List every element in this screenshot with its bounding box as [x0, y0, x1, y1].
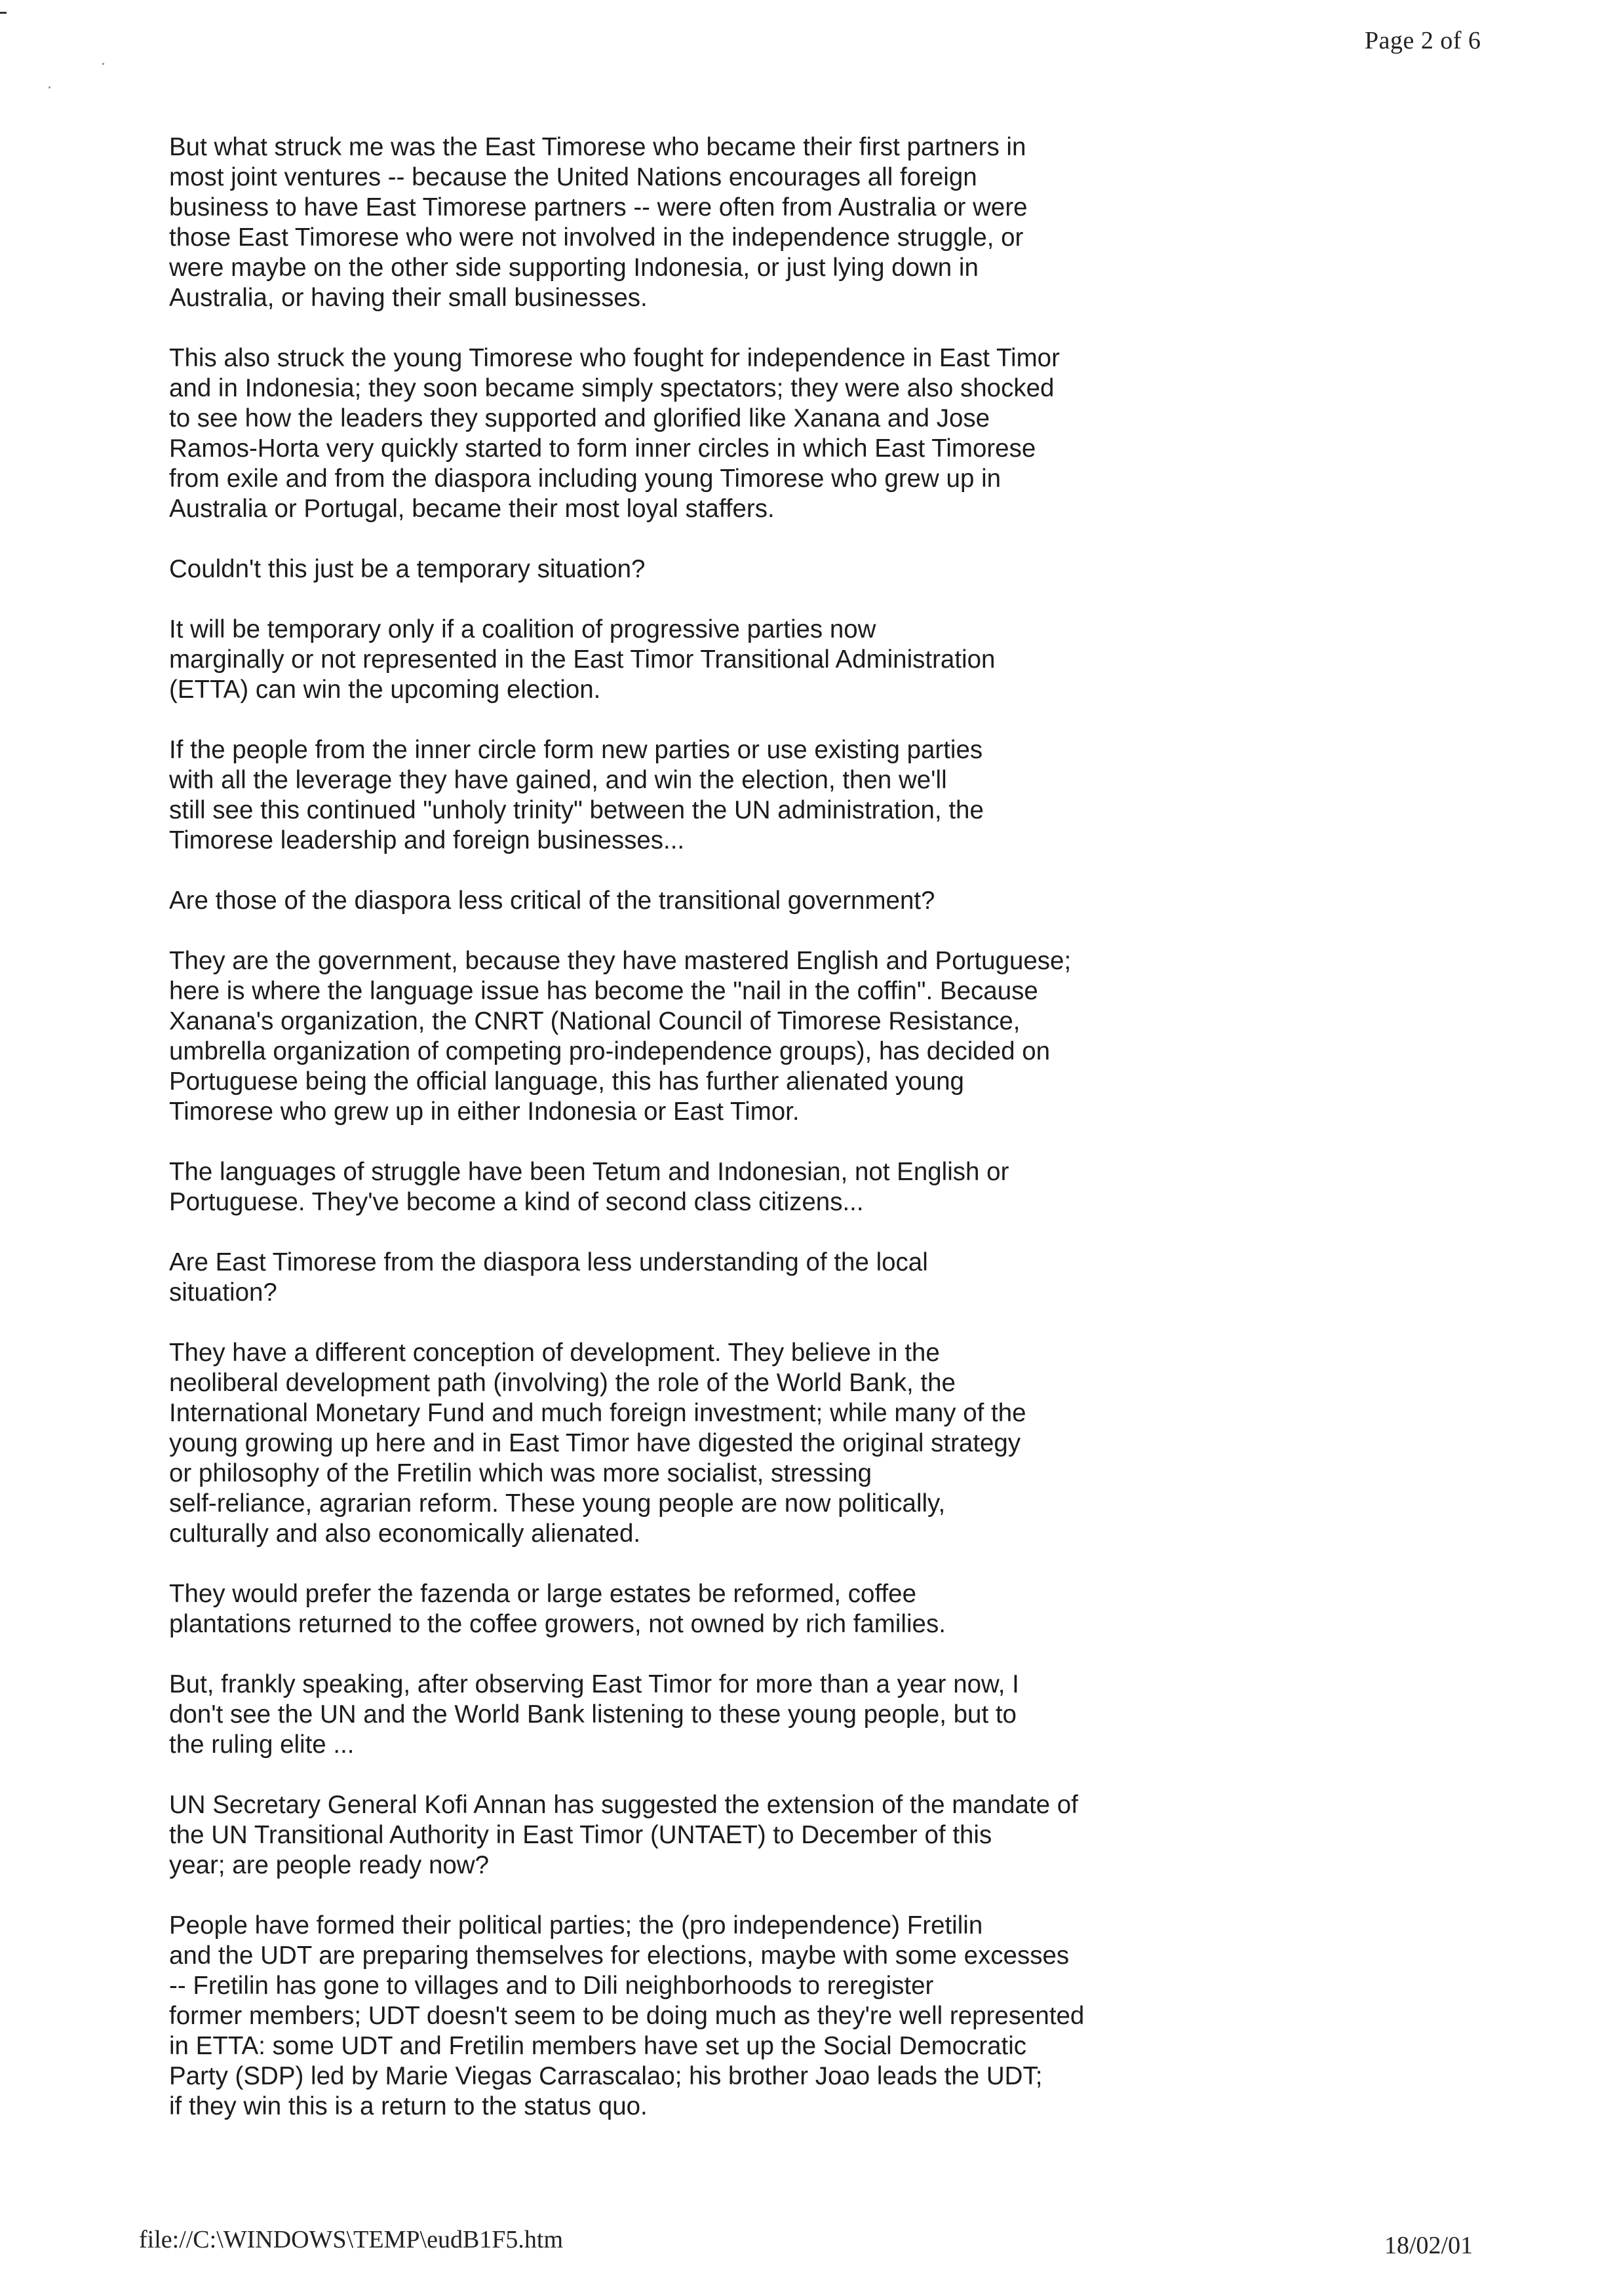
text-line: here is where the language issue has become the "nail in the coffin". Because	[169, 977, 1038, 1005]
text-line: But, frankly speaking, after observing East Timor for more than a year now, I	[169, 1670, 1019, 1698]
text-line: with all the leverage they have gained, and win the election, then we'll	[169, 766, 947, 794]
text-line: The languages of struggle have been Tetum and Indonesian, not English or	[169, 1158, 1009, 1186]
text-line: business to have East Timorese partners -- were often from Australia or were	[169, 193, 1028, 221]
text-line: marginally or not represented in the East Timor Transitional Administration	[169, 645, 996, 674]
text-line: This also struck the young Timorese who fought for independence in East Timor	[169, 344, 1060, 372]
text-line: neoliberal development path (involving) the role of the World Bank, the	[169, 1369, 956, 1397]
footer-date: 18/02/01	[1384, 2232, 1473, 2259]
paragraph	[169, 615, 1192, 705]
text-line: People have formed their political parties; the (pro independence) Fretilin	[169, 1911, 983, 1940]
text-line: most joint ventures -- because the United Nations encourages all foreign	[169, 163, 977, 191]
text-line: situation?	[169, 1278, 277, 1307]
paragraph	[169, 735, 1192, 856]
paragraph	[169, 343, 1192, 524]
text-line: They would prefer the fazenda or large estates be reformed, coffee	[169, 1580, 916, 1608]
paragraph	[169, 1248, 1192, 1308]
text-line: Couldn't this just be a temporary situation?	[169, 555, 646, 583]
text-line: from exile and from the diaspora including young Timorese who grew up in	[169, 465, 1002, 493]
text-line: former members; UDT doesn't seem to be doing much as they're well represented	[169, 2002, 1085, 2030]
text-line: umbrella organization of competing pro-independence groups), has decided on	[169, 1037, 1051, 1065]
text-line: International Monetary Fund and much foreign investment; while many of the	[169, 1399, 1026, 1427]
page-number-label: Page 2 of 6	[1365, 27, 1481, 54]
text-line: those East Timorese who were not involved in the independence struggle, or	[169, 223, 1024, 252]
text-line: to see how the leaders they supported and glorified like Xanana and Jose	[169, 404, 990, 432]
text-line: Ramos-Horta very quickly started to form inner circles in which East Timorese	[169, 434, 1036, 463]
text-line: They have a different conception of development. They believe in the	[169, 1339, 940, 1367]
text-line: still see this continued "unholy trinity" between the UN administration, the	[169, 796, 984, 824]
text-line: Are East Timorese from the diaspora less understanding of the local	[169, 1248, 928, 1276]
text-line: year; are people ready now?	[169, 1851, 489, 1879]
article-body	[169, 132, 1192, 2152]
text-line: Party (SDP) led by Marie Viegas Carrascalao; his brother Joao leads the UDT;	[169, 2062, 1043, 2090]
text-line: were maybe on the other side supporting Indonesia, or just lying down in	[169, 254, 979, 282]
text-line: young growing up here and in East Timor have digested the original strategy	[169, 1429, 1021, 1457]
text-line: Australia or Portugal, became their most loyal staffers.	[169, 495, 775, 523]
paragraph	[169, 132, 1192, 313]
text-line: Australia, or having their small businesses.	[169, 284, 648, 312]
text-line: don't see the UN and the World Bank listening to these young people, but to	[169, 1700, 1017, 1729]
text-line: Timorese leadership and foreign businesses...	[169, 826, 685, 854]
text-line: If the people from the inner circle form new parties or use existing parties	[169, 736, 983, 764]
text-line: self-reliance, agrarian reform. These young people are now politically,	[169, 1489, 946, 1518]
text-line: UN Secretary General Kofi Annan has suggested the extension of the mandate of	[169, 1791, 1078, 1819]
text-line: Portuguese. They've become a kind of second class citizens...	[169, 1188, 864, 1216]
text-line: and the UDT are preparing themselves for elections, maybe with some excesses	[169, 1942, 1070, 1970]
scan-speck	[49, 86, 50, 88]
scan-speck	[102, 63, 104, 65]
paragraph	[169, 1157, 1192, 1217]
text-line: and in Indonesia; they soon became simply spectators; they were also shocked	[169, 374, 1055, 402]
paragraph	[169, 1670, 1192, 1760]
paragraph	[169, 886, 1192, 916]
text-line: It will be temporary only if a coalition of progressive parties now	[169, 615, 876, 643]
paragraph	[169, 1790, 1192, 1881]
text-line: They are the government, because they have mastered English and Portuguese;	[169, 947, 1072, 975]
footer-file-path: file://C:\WINDOWS\TEMP\eudB1F5.htm	[139, 2226, 564, 2253]
text-line: Are those of the diaspora less critical of the transitional government?	[169, 887, 935, 915]
paragraph	[169, 1579, 1192, 1639]
text-line: -- Fretilin has gone to villages and to Dili neighborhoods to reregister	[169, 1972, 934, 2000]
text-line: if they win this is a return to the status quo.	[169, 2092, 648, 2120]
text-line: Xanana's organization, the CNRT (National Council of Timorese Resistance,	[169, 1007, 1021, 1035]
text-line: in ETTA: some UDT and Fretilin members have set up the Social Democratic	[169, 2032, 1027, 2060]
paragraph	[169, 554, 1192, 584]
paragraph	[169, 946, 1192, 1127]
scan-edge-mark	[0, 12, 7, 14]
text-line: plantations returned to the coffee growers, not owned by rich families.	[169, 1610, 946, 1638]
text-line: But what struck me was the East Timorese who became their first partners in	[169, 133, 1026, 161]
text-line: the UN Transitional Authority in East Timor (UNTAET) to December of this	[169, 1821, 992, 1849]
text-line: Timorese who grew up in either Indonesia or East Timor.	[169, 1098, 800, 1126]
paragraph	[169, 1911, 1192, 2122]
paragraph	[169, 1338, 1192, 1549]
text-line: culturally and also economically alienated.	[169, 1520, 641, 1548]
text-line: the ruling elite ...	[169, 1731, 355, 1759]
text-line: or philosophy of the Fretilin which was more socialist, stressing	[169, 1459, 872, 1487]
text-line: Portuguese being the official language, this has further alienated young	[169, 1067, 964, 1096]
text-line: (ETTA) can win the upcoming election.	[169, 676, 601, 704]
